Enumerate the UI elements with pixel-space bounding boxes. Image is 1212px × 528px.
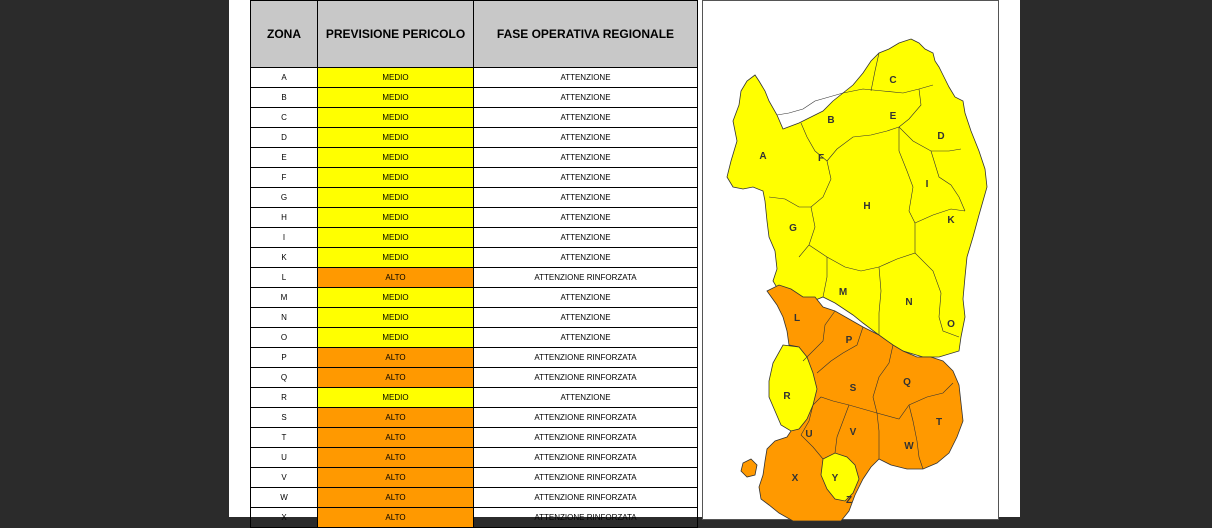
map-label-p: P: [845, 335, 853, 346]
map-label-s: S: [849, 383, 857, 394]
cell-previsione: ALTO: [318, 468, 474, 488]
table-row: [251, 288, 698, 308]
map-label-z: Z: [845, 495, 853, 506]
cell-zona: W: [251, 488, 318, 508]
cell-zona: D: [251, 128, 318, 148]
cell-zona: A: [251, 68, 318, 88]
cell-previsione: MEDIO: [318, 388, 474, 408]
header-previsione: PREVISIONE PERICOLO: [318, 1, 474, 68]
cell-zona: P: [251, 348, 318, 368]
cell-previsione: MEDIO: [318, 328, 474, 348]
map-label-h: H: [863, 201, 871, 212]
table-row: [251, 208, 698, 228]
cell-fase: ATTENZIONE: [474, 328, 698, 348]
map-label-a: A: [759, 151, 767, 162]
table-row: [251, 248, 698, 268]
sardinia-map: [702, 0, 999, 520]
cell-previsione: ALTO: [318, 488, 474, 508]
table-row: [251, 368, 698, 388]
header-zona: ZONA: [251, 1, 318, 68]
cell-previsione: MEDIO: [318, 168, 474, 188]
cell-previsione: ALTO: [318, 428, 474, 448]
table-row: [251, 468, 698, 488]
cell-previsione: MEDIO: [318, 308, 474, 328]
cell-zona: Q: [251, 368, 318, 388]
cell-zona: X: [251, 508, 318, 528]
cell-fase: ATTENZIONE: [474, 108, 698, 128]
table-row: [251, 488, 698, 508]
cell-fase: ATTENZIONE: [474, 208, 698, 228]
cell-previsione: MEDIO: [318, 108, 474, 128]
map-islet: [741, 459, 757, 477]
cell-fase: ATTENZIONE RINFORZATA: [474, 348, 698, 368]
map-svg: [703, 1, 1000, 521]
table-row: [251, 148, 698, 168]
map-label-c: C: [889, 75, 897, 86]
map-label-l: L: [793, 313, 801, 324]
cell-zona: U: [251, 448, 318, 468]
map-label-t: T: [935, 417, 943, 428]
table-row: [251, 308, 698, 328]
cell-fase: ATTENZIONE RINFORZATA: [474, 368, 698, 388]
table-row: [251, 388, 698, 408]
cell-previsione: ALTO: [318, 508, 474, 528]
cell-zona: K: [251, 248, 318, 268]
cell-previsione: MEDIO: [318, 68, 474, 88]
cell-previsione: MEDIO: [318, 148, 474, 168]
cell-fase: ATTENZIONE RINFORZATA: [474, 488, 698, 508]
cell-zona: G: [251, 188, 318, 208]
document-page: [229, 0, 1020, 522]
cell-fase: ATTENZIONE: [474, 388, 698, 408]
cell-previsione: MEDIO: [318, 288, 474, 308]
cell-fase: ATTENZIONE: [474, 88, 698, 108]
cell-zona: E: [251, 148, 318, 168]
table-row: [251, 408, 698, 428]
cell-fase: ATTENZIONE: [474, 288, 698, 308]
cell-zona: S: [251, 408, 318, 428]
table-row: [251, 268, 698, 288]
cell-previsione: ALTO: [318, 448, 474, 468]
map-label-y: Y: [831, 473, 839, 484]
cell-fase: ATTENZIONE: [474, 148, 698, 168]
cell-zona: B: [251, 88, 318, 108]
table-row: [251, 228, 698, 248]
cell-previsione: MEDIO: [318, 88, 474, 108]
table-row: [251, 108, 698, 128]
cell-zona: H: [251, 208, 318, 228]
cell-zona: F: [251, 168, 318, 188]
table-row: [251, 508, 698, 528]
cell-previsione: ALTO: [318, 408, 474, 428]
table-row: [251, 448, 698, 468]
cell-previsione: MEDIO: [318, 208, 474, 228]
cell-zona: N: [251, 308, 318, 328]
table-row: [251, 128, 698, 148]
cell-previsione: MEDIO: [318, 248, 474, 268]
map-label-o: O: [947, 319, 955, 330]
cell-zona: R: [251, 388, 318, 408]
table-row: [251, 328, 698, 348]
cell-fase: ATTENZIONE: [474, 188, 698, 208]
table-row: [251, 428, 698, 448]
cell-zona: M: [251, 288, 318, 308]
cell-previsione: MEDIO: [318, 188, 474, 208]
cell-previsione: MEDIO: [318, 228, 474, 248]
header-fase: FASE OPERATIVA REGIONALE: [474, 1, 698, 68]
cell-fase: ATTENZIONE: [474, 168, 698, 188]
cell-fase: ATTENZIONE RINFORZATA: [474, 408, 698, 428]
cell-fase: ATTENZIONE: [474, 228, 698, 248]
cell-zona: V: [251, 468, 318, 488]
table-header-row: [251, 1, 698, 68]
map-label-u: U: [805, 429, 813, 440]
map-label-n: N: [905, 297, 913, 308]
map-label-f: F: [817, 153, 825, 164]
cell-fase: ATTENZIONE: [474, 68, 698, 88]
map-label-m: M: [838, 287, 848, 298]
cell-previsione: MEDIO: [318, 128, 474, 148]
cell-previsione: ALTO: [318, 368, 474, 388]
map-label-k: K: [947, 215, 955, 226]
table-row: [251, 88, 698, 108]
cell-zona: L: [251, 268, 318, 288]
map-label-g: G: [789, 223, 797, 234]
table-row: [251, 168, 698, 188]
cell-zona: I: [251, 228, 318, 248]
map-label-x: X: [791, 473, 799, 484]
cell-fase: ATTENZIONE: [474, 308, 698, 328]
cell-fase: ATTENZIONE RINFORZATA: [474, 508, 698, 528]
cell-fase: ATTENZIONE RINFORZATA: [474, 268, 698, 288]
map-label-q: Q: [903, 377, 911, 388]
cell-zona: C: [251, 108, 318, 128]
map-region-north: [727, 39, 987, 357]
map-label-b: B: [827, 115, 835, 126]
cell-fase: ATTENZIONE: [474, 248, 698, 268]
table-row: [251, 68, 698, 88]
map-label-w: W: [904, 441, 914, 452]
table-row: [251, 188, 698, 208]
map-label-e: E: [889, 111, 897, 122]
cell-zona: T: [251, 428, 318, 448]
cell-fase: ATTENZIONE RINFORZATA: [474, 448, 698, 468]
map-label-v: V: [849, 427, 857, 438]
cell-zona: O: [251, 328, 318, 348]
map-label-d: D: [937, 131, 945, 142]
risk-table: [250, 0, 698, 528]
cell-previsione: ALTO: [318, 348, 474, 368]
cell-previsione: ALTO: [318, 268, 474, 288]
map-label-i: I: [925, 179, 929, 190]
cell-fase: ATTENZIONE: [474, 128, 698, 148]
map-label-r: R: [783, 391, 791, 402]
cell-fase: ATTENZIONE RINFORZATA: [474, 428, 698, 448]
table-row: [251, 348, 698, 368]
cell-fase: ATTENZIONE RINFORZATA: [474, 468, 698, 488]
